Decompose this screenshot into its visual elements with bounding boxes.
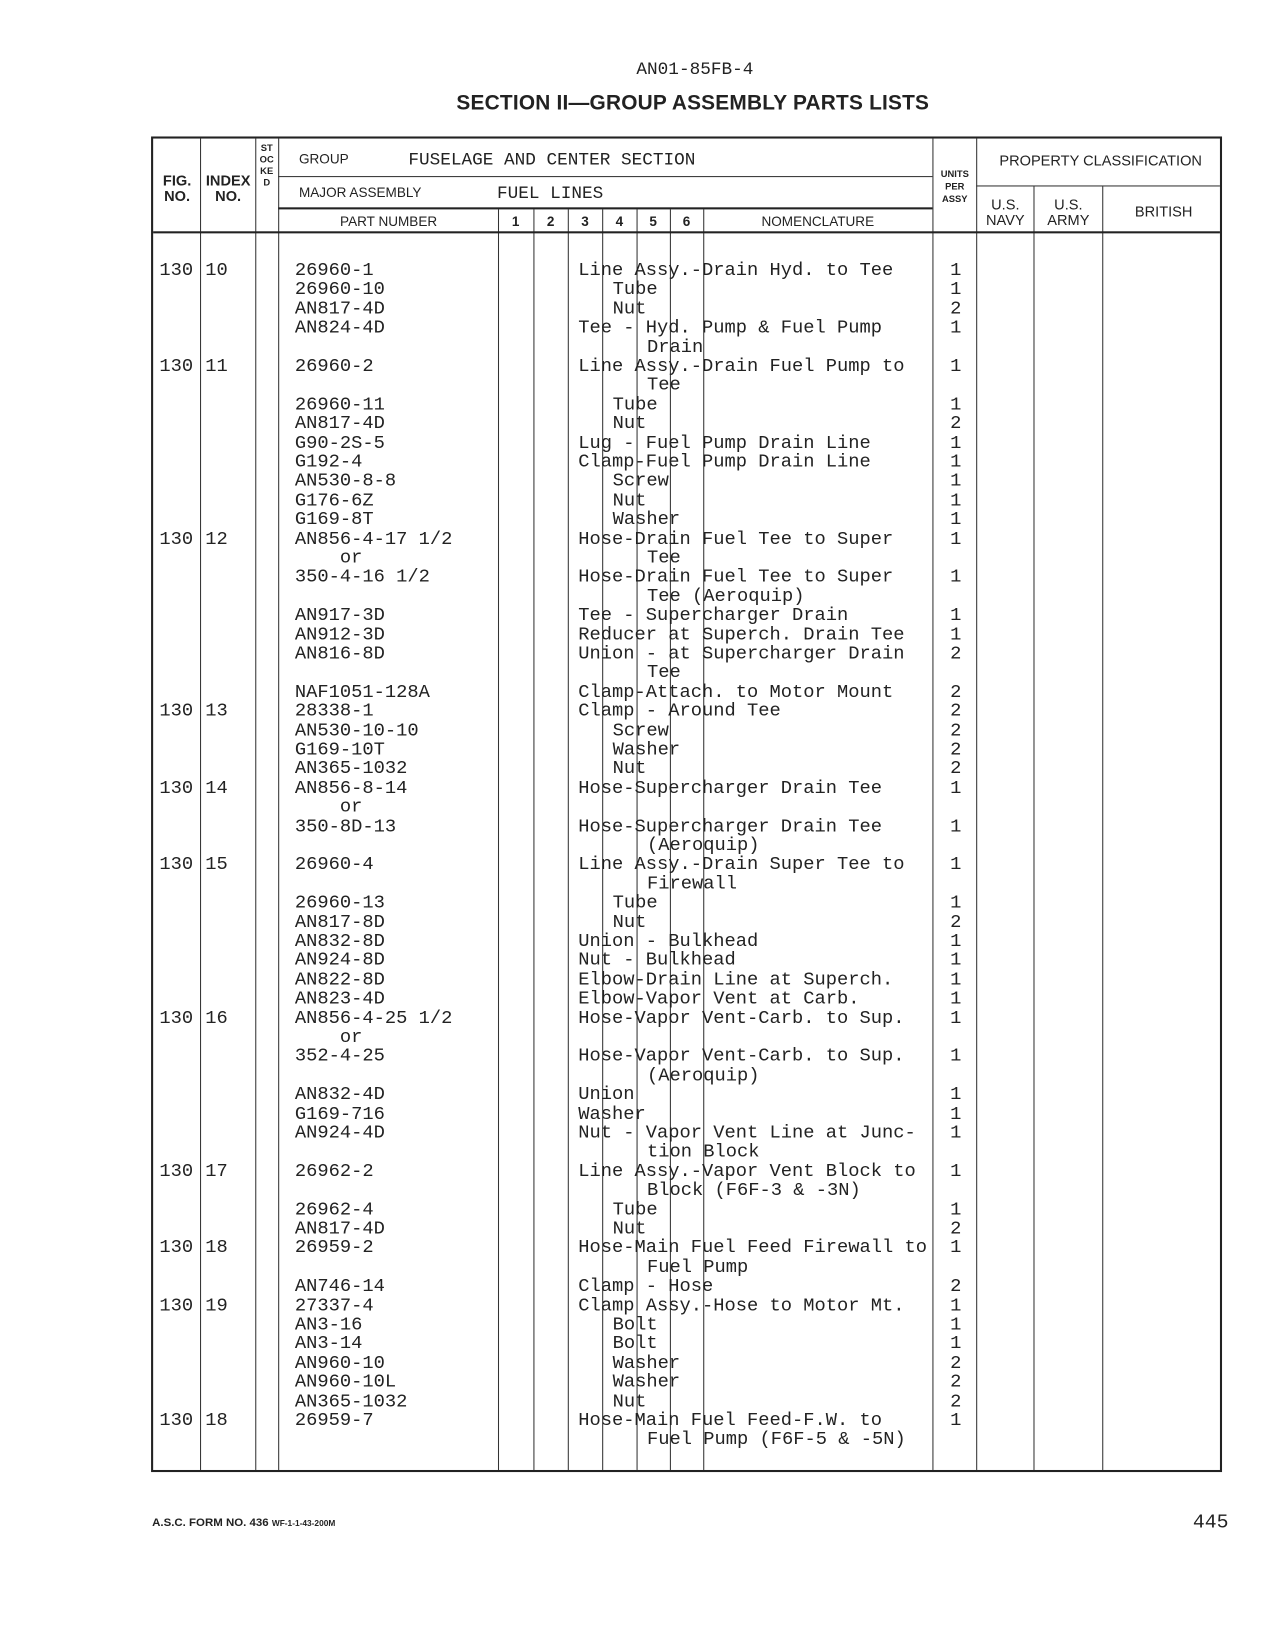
units-cell: 2 <box>950 1276 962 1298</box>
fig-no-cell: 130 <box>159 1161 194 1183</box>
nomenclature-cell: Screw <box>612 471 669 493</box>
units-cell: 1 <box>950 969 962 991</box>
us-navy-header: U.S. NAVY <box>986 195 1025 229</box>
nomenclature-continuation: Fuel Pump (F6F-5 & -5N) <box>646 1429 906 1451</box>
nomenclature-cell: Screw <box>612 720 669 742</box>
units-cell: 1 <box>950 432 962 454</box>
part-number-cell: 350-4-16 1/2 <box>294 567 430 588</box>
form-code: WF-1-1-43-200M <box>271 1518 336 1529</box>
index-no-cell: 19 <box>205 1295 228 1317</box>
nomenclature-cell: Reducer at Superch. Drain Tee <box>578 624 905 646</box>
part-number-cell: 352-4-25 <box>294 1046 385 1068</box>
index-no-cell: 16 <box>205 1008 228 1029</box>
units-cell: 2 <box>950 720 962 742</box>
part-number-cell: AN917-3D <box>294 605 385 627</box>
nomenclature-cell: Hose-Supercharger Drain Tee <box>578 816 883 838</box>
index-no-cell: 10 <box>205 260 228 282</box>
nomenclature-cell: Bolt <box>612 1314 658 1336</box>
stocked-header: STOCKED <box>259 142 274 188</box>
nomenclature-cell: Nut <box>612 298 647 320</box>
section-title: SECTION II—GROUP ASSEMBLY PARTS LISTS <box>456 91 930 115</box>
units-cell: 2 <box>950 298 962 320</box>
form-number <box>152 1517 335 1530</box>
nomenclature-continuation: tion Block <box>646 1142 760 1164</box>
fig-no-cell: 130 <box>159 528 194 550</box>
row-divider <box>976 185 1220 186</box>
fig-no-cell: 130 <box>159 1008 194 1029</box>
nomenclature-cell: Hose-Supercharger Drain Tee <box>578 778 883 799</box>
nomenclature-cell: Nut - Bulkhead <box>578 950 736 972</box>
part-number-cell: G176-6Z <box>294 490 374 512</box>
nomenclature-continuation: Fuel Pump <box>646 1257 749 1279</box>
nomenclature-cell: Union - at Supercharger Drain <box>578 643 905 665</box>
units-cell: 2 <box>950 682 962 704</box>
column-divider <box>255 139 256 1470</box>
nomenclature-cell: Tee - Supercharger Drain <box>578 605 849 627</box>
part-number-cell: 26962-4 <box>294 1199 374 1221</box>
nomenclature-continuation: (Aeroquip) <box>646 835 760 857</box>
nomenclature-cell: Nut <box>612 1218 647 1240</box>
part-number-cell: AN832-4D <box>294 1084 385 1106</box>
part-number-cell: AN746-14 <box>294 1276 385 1298</box>
part-number-cell: AN960-10L <box>294 1372 397 1394</box>
major-assembly-value: FUEL LINES <box>496 184 604 205</box>
units-cell: 1 <box>950 1084 962 1106</box>
units-cell: 1 <box>950 509 962 531</box>
units-cell: 1 <box>950 1046 962 1068</box>
nomenclature-cell: Nut <box>612 490 647 512</box>
level-col-3: 3 <box>581 213 589 230</box>
index-no-cell: 18 <box>205 1410 228 1432</box>
units-cell: 1 <box>950 1161 962 1183</box>
part-number-cell: AN365-1032 <box>294 758 408 780</box>
units-cell: 1 <box>950 1199 962 1221</box>
units-cell: 1 <box>950 950 962 972</box>
nomenclature-cell: Hose-Vapor Vent-Carb. to Sup. <box>578 1008 905 1029</box>
nomenclature-cell: Line Assy.-Drain Fuel Pump to <box>578 356 905 378</box>
part-number-cell: 27337-4 <box>294 1295 374 1317</box>
part-number-cell: 26959-2 <box>294 1238 374 1259</box>
nomenclature-continuation: Drain <box>646 337 704 358</box>
nomenclature-cell: Nut <box>612 1391 647 1413</box>
part-number-cell: G169-8T <box>294 509 374 531</box>
units-cell: 1 <box>950 1103 962 1125</box>
fig-no-cell: 130 <box>159 356 194 378</box>
nomenclature-continuation: Tee <box>646 375 681 397</box>
part-number-cell: AN832-8D <box>294 931 385 953</box>
parts-list-table <box>151 136 1222 1472</box>
part-number-cell: AN3-16 <box>294 1314 363 1336</box>
part-number-cell: AN924-4D <box>294 1123 385 1144</box>
index-no-cell: 12 <box>205 528 228 550</box>
units-cell: 1 <box>950 490 962 512</box>
part-number-cell: NAF1051-128A <box>294 682 430 704</box>
units-cell: 1 <box>950 528 962 550</box>
form-label: A.S.C. FORM NO. 436 <box>152 1516 269 1530</box>
units-cell: 1 <box>950 1008 962 1029</box>
column-divider <box>568 209 569 1470</box>
nomenclature-continuation: Firewall <box>646 873 737 895</box>
units-cell: 2 <box>950 1353 962 1374</box>
part-alternate-note: or <box>294 797 363 819</box>
document-id: AN01-85FB-4 <box>636 60 754 81</box>
units-cell: 1 <box>950 567 962 588</box>
nomenclature-cell: Union - Bulkhead <box>578 931 759 953</box>
part-number-cell: 26960-13 <box>294 893 385 914</box>
nomenclature-continuation: Block (F6F-3 & -3N) <box>646 1180 861 1202</box>
nomenclature-cell: Nut <box>612 413 647 435</box>
us-army-header: U.S. ARMY <box>1047 195 1090 229</box>
fig-no-cell: 130 <box>159 260 194 282</box>
part-number-cell: AN912-3D <box>294 624 385 646</box>
units-cell: 2 <box>950 1391 962 1413</box>
part-number-cell: AN817-8D <box>294 912 385 934</box>
part-number-cell: 350-8D-13 <box>294 816 397 838</box>
fig-no-header: FIG. NO. <box>162 171 192 205</box>
column-divider <box>533 209 534 1470</box>
page-number: 445 <box>1192 1510 1229 1534</box>
fig-no-cell: 130 <box>159 778 194 799</box>
level-col-5: 5 <box>649 213 657 230</box>
level-col-1: 1 <box>511 213 520 230</box>
units-cell: 2 <box>950 413 962 435</box>
nomenclature-cell: Clamp-Attach. to Motor Mount <box>578 682 894 704</box>
part-number-cell: AN817-4D <box>294 413 385 435</box>
group-value: FUSELAGE AND CENTER SECTION <box>408 151 696 171</box>
column-divider <box>932 139 933 1470</box>
nomenclature-cell: Washer <box>578 1103 646 1125</box>
fig-no-cell: 130 <box>159 854 194 876</box>
units-cell: 1 <box>950 1410 962 1432</box>
units-cell: 1 <box>950 279 962 301</box>
nomenclature-cell: Line Assy.-Drain Hyd. to Tee <box>578 260 894 282</box>
index-no-cell: 13 <box>205 701 228 723</box>
property-classification-header: PROPERTY CLASSIFICATION <box>999 152 1202 169</box>
nomenclature-cell: Hose-Main Fuel Feed-F.W. to <box>578 1410 883 1432</box>
units-cell: 1 <box>950 854 962 876</box>
units-cell: 1 <box>950 356 962 378</box>
nomenclature-cell: Clamp - Hose <box>578 1276 714 1298</box>
nomenclature-cell: Clamp Assy.-Hose to Motor Mt. <box>578 1295 905 1317</box>
nomenclature-continuation: (Aeroquip) <box>646 1065 760 1087</box>
units-cell: 1 <box>950 816 962 838</box>
fig-no-cell: 130 <box>159 701 194 723</box>
fig-no-cell: 130 <box>159 1238 194 1259</box>
header-bottom-rule <box>153 231 1220 233</box>
part-number-cell: 26959-7 <box>294 1410 374 1432</box>
part-number-cell: AN530-10-10 <box>294 720 419 742</box>
units-cell: 2 <box>950 701 962 723</box>
nomenclature-cell: Elbow-Drain Line at Superch. <box>578 969 894 991</box>
units-cell: 1 <box>950 931 962 953</box>
nomenclature-cell: Nut - Vapor Vent Line at Junc- <box>578 1123 916 1144</box>
nomenclature-cell: Hose-Drain Fuel Tee to Super <box>578 528 894 550</box>
part-number-cell: AN824-4D <box>294 317 385 339</box>
column-divider <box>200 139 201 1470</box>
units-cell: 1 <box>950 394 962 416</box>
part-number-cell: AN960-10 <box>294 1353 385 1374</box>
fig-no-cell: 130 <box>159 1410 194 1432</box>
part-number-cell: G192-4 <box>294 452 363 473</box>
part-number-cell: AN817-4D <box>294 298 385 320</box>
units-cell: 2 <box>950 912 962 934</box>
nomenclature-cell: Clamp - Around Tee <box>578 701 781 723</box>
nomenclature-cell: Nut <box>612 912 647 934</box>
part-number-header: PART NUMBER <box>340 213 438 230</box>
column-divider <box>1102 186 1103 1469</box>
units-cell: 2 <box>950 739 962 761</box>
part-number-cell: AN817-4D <box>294 1218 385 1240</box>
part-number-cell: AN856-8-14 <box>294 778 408 799</box>
index-no-cell: 17 <box>205 1161 228 1183</box>
units-cell: 1 <box>950 893 962 914</box>
units-cell: 1 <box>950 317 962 339</box>
nomenclature-cell: Line Assy.-Drain Super Tee to <box>578 854 905 876</box>
units-cell: 2 <box>950 1372 962 1394</box>
part-alternate-note: or <box>294 1027 363 1049</box>
nomenclature-continuation: Tee <box>646 547 681 569</box>
units-cell: 1 <box>950 1295 962 1317</box>
nomenclature-cell: Bolt <box>612 1333 658 1355</box>
units-cell: 1 <box>950 988 962 1010</box>
part-number-cell: AN3-14 <box>294 1333 363 1355</box>
units-cell: 1 <box>950 1333 962 1355</box>
units-cell: 1 <box>950 1314 962 1336</box>
index-no-cell: 11 <box>205 356 228 378</box>
level-col-2: 2 <box>546 213 555 230</box>
column-divider <box>1033 186 1034 1469</box>
part-number-cell: G169-716 <box>294 1103 385 1125</box>
part-number-cell: AN365-1032 <box>294 1391 408 1413</box>
nomenclature-cell: Tube <box>612 394 658 416</box>
index-no-cell: 14 <box>205 778 228 799</box>
nomenclature-cell: Tube <box>612 1199 658 1221</box>
nomenclature-cell: Tube <box>612 279 658 301</box>
nomenclature-continuation: Tee (Aeroquip) <box>646 586 805 608</box>
units-per-assy-header: UNITS PER ASSY <box>940 168 969 205</box>
units-cell: 2 <box>950 758 962 780</box>
nomenclature-cell: Hose-Main Fuel Feed Firewall to <box>578 1238 928 1259</box>
units-cell: 1 <box>950 778 962 799</box>
nomenclature-cell: Lug - Fuel Pump Drain Line <box>578 432 871 454</box>
nomenclature-cell: Tee - Hyd. Pump & Fuel Pump <box>578 317 883 339</box>
row-divider <box>278 207 932 209</box>
column-divider <box>498 209 499 1470</box>
british-header: BRITISH <box>1134 203 1193 220</box>
part-number-cell: 28338-1 <box>294 701 374 723</box>
units-cell: 1 <box>950 452 962 473</box>
part-number-cell: G169-10T <box>294 739 385 761</box>
nomenclature-cell: Hose-Drain Fuel Tee to Super <box>578 567 894 588</box>
units-cell: 1 <box>950 1123 962 1144</box>
nomenclature-cell: Line Assy.-Vapor Vent Block to <box>578 1161 916 1183</box>
nomenclature-cell: Washer <box>612 509 681 531</box>
part-number-cell: 26962-2 <box>294 1161 374 1183</box>
units-cell: 1 <box>950 605 962 627</box>
part-number-cell: AN856-4-17 1/2 <box>294 528 453 550</box>
nomenclature-cell: Elbow-Vapor Vent at Carb. <box>578 988 860 1010</box>
column-divider <box>278 139 279 1470</box>
index-no-cell: 18 <box>205 1238 228 1259</box>
index-no-cell: 15 <box>205 854 228 876</box>
nomenclature-cell: Union <box>578 1084 635 1106</box>
level-col-6: 6 <box>682 213 691 230</box>
part-number-cell: 26960-2 <box>294 356 374 378</box>
row-divider <box>278 176 932 177</box>
part-number-cell: G90-2S-5 <box>294 432 385 454</box>
nomenclature-continuation: Tee <box>646 662 681 684</box>
nomenclature-cell: Washer <box>612 1372 681 1394</box>
major-assembly-label: MAJOR ASSEMBLY <box>298 184 422 201</box>
nomenclature-cell: Washer <box>612 1353 681 1374</box>
units-cell: 1 <box>950 260 962 282</box>
part-number-cell: AN816-8D <box>294 643 385 665</box>
group-label: GROUP <box>298 151 349 167</box>
part-number-cell: 26960-1 <box>294 260 374 282</box>
part-number-cell: 26960-4 <box>294 854 374 876</box>
fig-no-cell: 130 <box>159 1295 194 1317</box>
part-number-cell: AN924-8D <box>294 950 385 972</box>
units-cell: 2 <box>950 643 962 665</box>
part-alternate-note: or <box>294 547 363 569</box>
part-number-cell: AN822-8D <box>294 969 385 991</box>
units-cell: 1 <box>950 624 962 646</box>
part-number-cell: 26960-10 <box>294 279 385 301</box>
nomenclature-cell: Tube <box>612 893 658 914</box>
level-col-4: 4 <box>615 213 624 230</box>
part-number-cell: AN530-8-8 <box>294 471 397 493</box>
nomenclature-cell: Washer <box>612 739 681 761</box>
part-number-cell: 26960-11 <box>294 394 385 416</box>
nomenclature-cell: Nut <box>612 758 647 780</box>
units-cell: 1 <box>950 1238 962 1259</box>
units-cell: 1 <box>950 471 962 493</box>
nomenclature-cell: Hose-Vapor Vent-Carb. to Sup. <box>578 1046 905 1068</box>
nomenclature-cell: Clamp-Fuel Pump Drain Line <box>578 452 871 473</box>
units-cell: 2 <box>950 1218 962 1240</box>
part-number-cell: AN823-4D <box>294 988 385 1010</box>
nomenclature-header: NOMENCLATURE <box>761 213 875 230</box>
column-divider <box>976 139 977 1470</box>
index-no-header: INDEX NO. <box>205 171 251 205</box>
part-number-cell: AN856-4-25 1/2 <box>294 1008 453 1029</box>
